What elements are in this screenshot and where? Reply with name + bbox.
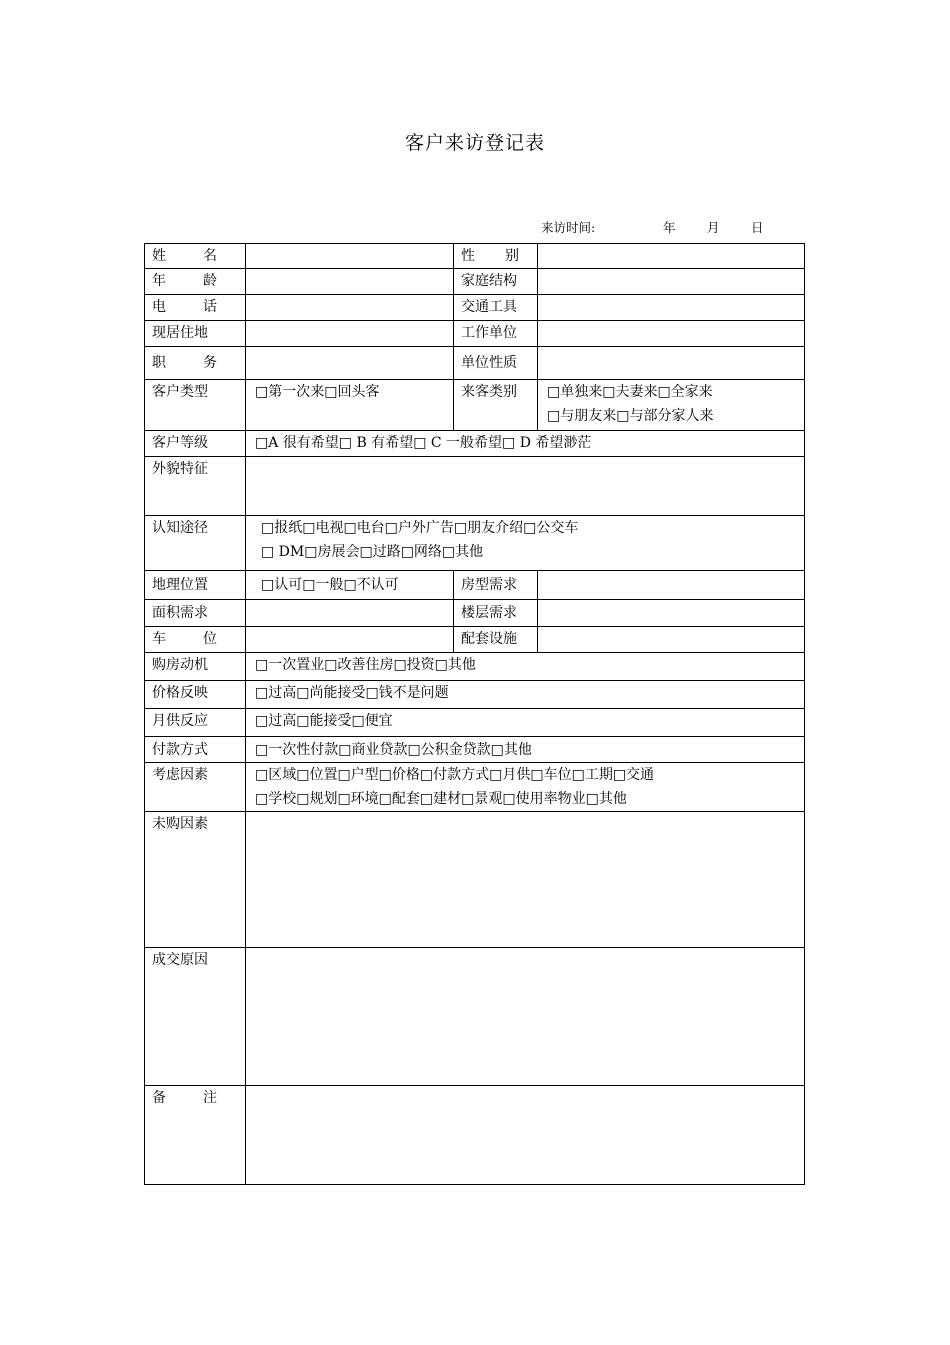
visitor-category-line-1: □单独来□夫妻来□全家来 (547, 384, 713, 400)
facilities-field[interactable] (538, 627, 805, 653)
row-factors (145, 763, 805, 812)
row-residence (145, 321, 805, 347)
motive-options[interactable]: □一次置业□改善住房□投资□其他 (246, 653, 805, 681)
row-unpurchased (145, 812, 805, 948)
row-parking (145, 627, 805, 653)
employer-field[interactable] (538, 321, 805, 347)
visit-time (541, 218, 764, 236)
awareness-options[interactable] (246, 516, 805, 571)
appearance-label: 外貌特征 (145, 457, 246, 516)
phone-field[interactable] (246, 295, 454, 321)
age-field[interactable] (246, 269, 454, 295)
family-structure-field[interactable] (538, 269, 805, 295)
gender-field[interactable] (538, 244, 805, 269)
visit-month-label: 月 (707, 220, 720, 235)
appearance-field[interactable] (246, 457, 805, 516)
price-label: 价格反映 (145, 681, 246, 709)
position-label: 职 务 (145, 347, 246, 380)
parking-label: 车 位 (145, 627, 246, 653)
customer-type-options[interactable]: □第一次来□回头客 (246, 380, 454, 431)
name-label: 姓 名 (145, 244, 246, 269)
awareness-label: 认知途径 (145, 516, 246, 571)
row-location (145, 571, 805, 600)
employer-label: 工作单位 (454, 321, 538, 347)
residence-field[interactable] (246, 321, 454, 347)
deal-reason-label: 成交原因 (145, 948, 246, 1086)
visit-year-label: 年 (663, 220, 676, 235)
name-field[interactable] (246, 244, 454, 269)
residence-label: 现居住地 (145, 321, 246, 347)
motive-label: 购房动机 (145, 653, 246, 681)
row-payment (145, 737, 805, 763)
factors-options[interactable] (246, 763, 805, 812)
row-area (145, 600, 805, 627)
row-name (145, 244, 805, 269)
layout-demand-label: 房型需求 (454, 571, 538, 600)
facilities-label: 配套设施 (454, 627, 538, 653)
row-customer-type (145, 380, 805, 431)
row-age (145, 269, 805, 295)
row-position (145, 347, 805, 380)
area-demand-label: 面积需求 (145, 600, 246, 627)
position-field[interactable] (246, 347, 454, 380)
awareness-line-1: □报纸□电视□电台□户外广告□朋友介绍□公交车 (261, 520, 579, 536)
row-appearance (145, 457, 805, 516)
row-motive (145, 653, 805, 681)
floor-demand-label: 楼层需求 (454, 600, 538, 627)
factors-line-2: □学校□规划□环境□配套□建材□景观□使用率物业□其他 (255, 791, 627, 807)
visit-time-label: 来访时间: (541, 220, 596, 235)
deal-reason-field[interactable] (246, 948, 805, 1086)
parking-field[interactable] (246, 627, 454, 653)
transport-label: 交通工具 (454, 295, 538, 321)
monthly-options[interactable]: □过高□能接受□便宜 (246, 709, 805, 737)
location-options[interactable]: □认可□一般□不认可 (246, 571, 454, 600)
row-customer-level (145, 431, 805, 457)
monthly-label: 月供反应 (145, 709, 246, 737)
unpurchased-label: 未购因素 (145, 812, 246, 948)
phone-label: 电 话 (145, 295, 246, 321)
row-monthly (145, 709, 805, 737)
transport-field[interactable] (538, 295, 805, 321)
age-label: 年 龄 (145, 269, 246, 295)
visit-day-label: 日 (751, 220, 764, 235)
employer-type-label: 单位性质 (454, 347, 538, 380)
row-phone (145, 295, 805, 321)
employer-type-field[interactable] (538, 347, 805, 380)
visitor-category-label: 来客类别 (454, 380, 538, 431)
row-remarks (145, 1086, 805, 1185)
row-deal (145, 948, 805, 1086)
factors-line-1: □区域□位置□户型□价格□付款方式□月供□车位□工期□交通 (255, 767, 655, 783)
remarks-field[interactable] (246, 1086, 805, 1185)
gender-label: 性 别 (454, 244, 538, 269)
layout-demand-field[interactable] (538, 571, 805, 600)
visit-form-table (144, 243, 805, 1185)
family-structure-label: 家庭结构 (454, 269, 538, 295)
customer-type-label: 客户类型 (145, 380, 246, 431)
row-awareness (145, 516, 805, 571)
location-label: 地理位置 (145, 571, 246, 600)
floor-demand-field[interactable] (538, 600, 805, 627)
area-demand-field[interactable] (246, 600, 454, 627)
factors-label: 考虑因素 (145, 763, 246, 812)
remarks-label: 备 注 (145, 1086, 246, 1185)
unpurchased-field[interactable] (246, 812, 805, 948)
visitor-category-line-2: □与朋友来□与部分家人来 (547, 408, 714, 424)
awareness-line-2: □ DM□房展会□过路□网络□其他 (261, 544, 484, 560)
visitor-category-options[interactable] (538, 380, 805, 431)
price-options[interactable]: □过高□尚能接受□钱不是问题 (246, 681, 805, 709)
customer-level-options[interactable]: □A 很有希望□ B 有希望□ C 一般希望□ D 希望渺茫 (246, 431, 805, 457)
payment-label: 付款方式 (145, 737, 246, 763)
row-price (145, 681, 805, 709)
payment-options[interactable]: □一次性付款□商业贷款□公积金贷款□其他 (246, 737, 805, 763)
customer-level-label: 客户等级 (145, 431, 246, 457)
page-title: 客户来访登记表 (404, 132, 545, 154)
